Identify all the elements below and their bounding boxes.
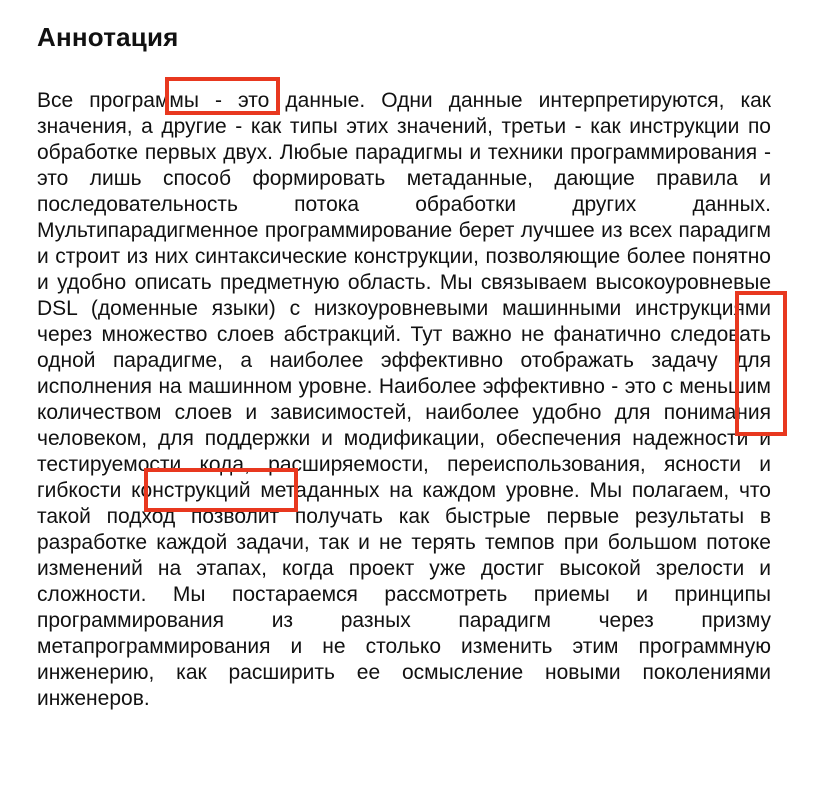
annotation-paragraph: Все программы - это данные. Одни данные интерпретируются, как значения, а другие - как типы этих значений, третьи - как инструкции по обработке первых двух. Любые парадигмы и техники программирования - это лишь способ формировать метаданные, дающие правила и последовательность потока обработки других данных. Мультипарадигменное программирование берет лучшее из всех парадигм и строит из них синтаксические конструкции, позволяющие более понятно и удобно описать предметную область. Мы связываем высокоуровневые DSL (доменные языки) с низкоуровневыми машинными инструкциями через множество слоев абстракций. Тут важно не фанатично следовать одной парадигме, а наиболее эффективно отображать задачу для исполнения на машинном уровне. Наиболее эффективно - это с меньшим количеством слоев и зависимостей, наиболее удобно для понимания человеком, для поддержки и модификации, обеспечения надежности и тестируемости кода, расширяемости, переиспользования, ясности и гибкости конструкций метаданных на каждом уровне. Мы полагаем, что такой подход позволит получать как быстрые первые результаты в разработке каждой задачи, так и не терять темпов при большом потоке изменений на этапах, когда проект уже достиг высокой зрелости и сложности. Мы постараемся рассмотреть приемы и принципы программирования из разных парадигм через призму метапрограммирования и не столько изменить этим программную инженерию, как расширить ее осмысление новыми поколениями инженеров.: [37, 89, 771, 710]
annotation-title: Аннотация: [37, 22, 179, 52]
